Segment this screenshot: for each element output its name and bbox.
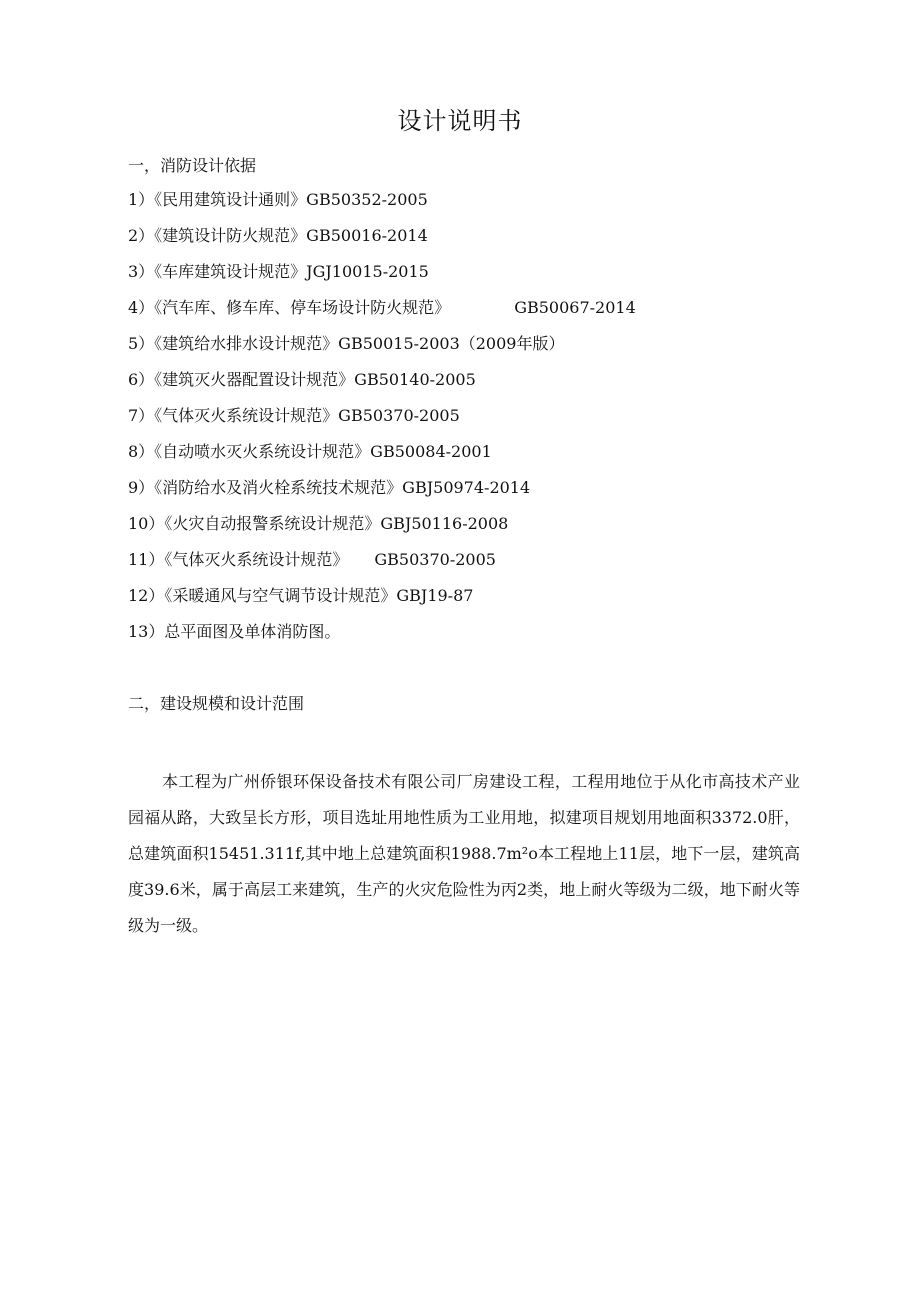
list-item-text: 5）《建筑给水排水设计规范》GB50015-2003（2009年版）	[128, 334, 565, 353]
list-item-code: GB50370-2005	[374, 550, 496, 569]
list-item	[128, 440, 636, 476]
list-item-text: 10）《火灾自动报警系统设计规范》GBJ50116-2008	[128, 514, 509, 533]
list-item	[128, 476, 636, 512]
list-item-text: 4）《汽车库、修车库、停车场设计防火规范》	[128, 298, 451, 317]
list-item	[128, 548, 636, 584]
list-item-text: 13）总平面图及单体消防图。	[128, 622, 341, 641]
list-item	[128, 404, 636, 440]
list-item-text: 11）《气体灭火系统设计规范》	[128, 550, 349, 569]
section2-heading: 二，建设规模和设计范围	[128, 694, 305, 713]
list-item-text: 9）《消防给水及消火栓系统技术规范》GBJ50974-2014	[128, 478, 531, 497]
list-item-code: GB50067-2014	[514, 298, 636, 317]
list-item-text: 7）《气体灭火系统设计规范》GB50370-2005	[128, 406, 460, 425]
list-item	[128, 368, 636, 404]
project-description-paragraph: 本工程为广州侨银环保设备技术有限公司厂房建设工程，工程用地位于从化市高技术产业园福从路，大致呈长方形，项目选址用地性质为工业用地，拟建项目规划用地面积3372.0肝，总建筑面积15451.311f,其中地上总建筑面积1988.7m²o本工程地上11层，地下一层，建筑高度39.6米，属于高层工来建筑，生产的火灾危险性为丙2类，地上耐火等级为二级，地下耐火等级为一级。	[128, 772, 800, 935]
list-item-text: 12）《采暖通风与空气调节设计规范》GBJ19-87	[128, 586, 474, 605]
reference-list	[128, 188, 636, 656]
list-item	[128, 584, 636, 620]
section1-heading: 一，消防设计依据	[128, 156, 257, 175]
document-title: 设计说明书	[397, 107, 523, 135]
list-item-text: 3）《车库建筑设计规范》JGJ10015-2015	[128, 262, 429, 281]
list-item-text: 8）《自动喷水灭火系统设计规范》GB50084-2001	[128, 442, 492, 461]
list-item	[128, 260, 636, 296]
list-item	[128, 188, 636, 224]
list-item-text: 2）《建筑设计防火规范》GB50016-2014	[128, 226, 428, 245]
list-item	[128, 332, 636, 368]
list-item	[128, 512, 636, 548]
list-item	[128, 296, 636, 332]
list-item-text: 6）《建筑灭火器配置设计规范》GB50140-2005	[128, 370, 476, 389]
list-item-text: 1）《民用建筑设计通则》GB50352-2005	[128, 190, 428, 209]
list-item	[128, 224, 636, 260]
list-item	[128, 620, 636, 656]
